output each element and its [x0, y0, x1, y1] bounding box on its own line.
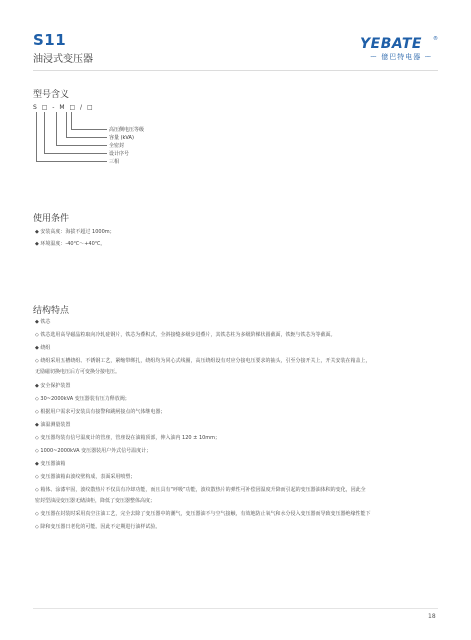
list-item: ◇ 根据用户需求可安装具有接警和跳闸接点的气体继电器；: [35, 409, 166, 415]
section-title-features: 结构特点: [33, 306, 70, 316]
brand-name: YEBATE: [360, 36, 422, 52]
list-item: ◆ 油温测量装置: [35, 422, 71, 428]
list-item: ◇ 变压器在封装时采用真空注油工艺，完全去除了变压器中的潮气，变压器油不与空气接触，有效地防止氧气和水分侵入变压器而导致变压器绝缘性能下: [35, 511, 371, 517]
bracket-phase: [36, 112, 107, 162]
product-model: S11: [33, 31, 67, 49]
label-full-seal: 全密封: [109, 143, 125, 149]
brand-chinese-name: ー 億巴特电器 ー: [370, 53, 433, 61]
condition-altitude: ◆ 安装高度：海拔不超过 1000m；: [35, 229, 115, 235]
label-voltage-level: 高压侧电压等级: [109, 127, 145, 133]
list-item: ◇ 变压器均装有信号温度计的管座，管座设在油箱顶部，伸入油内 120 ± 10mm；: [35, 435, 221, 441]
list-item: ◇ 降和变压器日老化的可能。因此不定期进行油样试验。: [35, 524, 161, 530]
label-design-serial: 设计序号: [109, 151, 130, 157]
list-item: ◇ 绕组采用五槽绕组、不锈钢工艺，紧缩带绑扎，绕组均为同心式线圈，高压绕组设有对应分接电压要求的抽头，引至分接开关上，开关安装在箱盖上，: [35, 358, 371, 364]
list-item: ◇ 变压器油箱由波纹壁构成，表面采用喷塑；: [35, 474, 136, 480]
list-item: ◇ 1000~2000kVA 变压器装用户外式信号温度计；: [35, 448, 152, 454]
header-divider: [33, 70, 438, 71]
list-item: ◇ 铁芯选用高导磁晶粒取向冷轧硅钢片，铁芯为叠积式，全斜接缝多级步进叠片，其铁芯柱为多级阶梯状圆截面，铁轭与铁芯为等截面。: [35, 332, 336, 338]
list-item: 无励磁切换电压后方可变换分接电压。: [35, 369, 121, 375]
label-three-phase: 三相: [109, 159, 120, 165]
list-item: ◆ 变压器油箱: [35, 461, 66, 467]
list-item: 密封型油浸变压器无储油柜，降低了变压器整体高度；: [35, 498, 156, 504]
footer-divider: [33, 608, 438, 609]
brand-registered-mark: ®: [433, 36, 438, 42]
product-subtitle: 油浸式变压器: [33, 54, 93, 65]
list-item: ◇ 30~2000kVA 变压器装有压力释放阀；: [35, 396, 130, 402]
brand-logo: [360, 36, 438, 64]
list-item: ◆ 绕组: [35, 345, 51, 351]
list-item: ◇ 箱体、涂漆牢固，波纹散热片不仅具有冷却功能，而且具有“呼吸”功能，波纹散热片的弹性可补偿因温度升降而引起的变压器油体积的变化，因此全: [35, 487, 366, 493]
list-item: ◆ 安全保护装置: [35, 383, 71, 389]
label-capacity: 容量 (kVA): [109, 135, 134, 141]
condition-temperature: ◆ 环境温度：-40℃～+40℃。: [35, 241, 106, 247]
list-item: ◆ 铁芯: [35, 319, 51, 325]
section-title-conditions: 使用条件: [33, 214, 70, 224]
model-code: S □ - M □ / □: [33, 104, 95, 111]
page-number: 18: [428, 613, 436, 620]
section-title-model: 型号含义: [33, 90, 70, 100]
